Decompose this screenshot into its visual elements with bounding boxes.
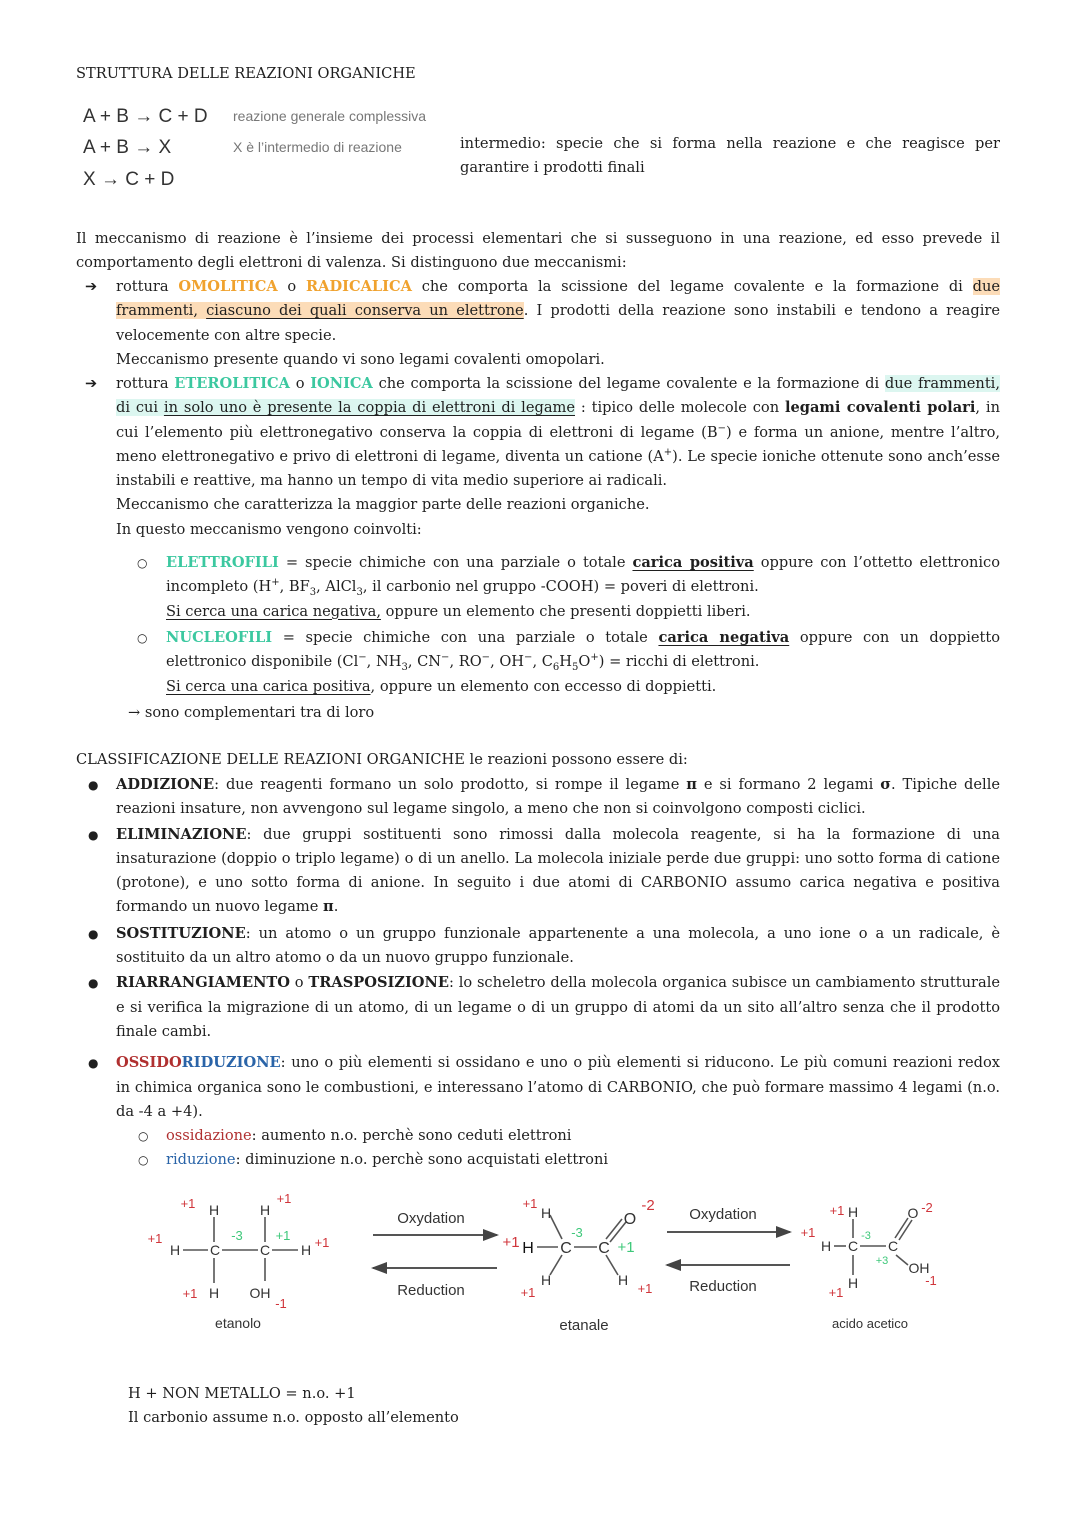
- svg-text:+1: +1: [617, 1239, 635, 1256]
- circle-bullet-icon: ○: [138, 1129, 149, 1144]
- redox-diagram: [0, 1185, 1080, 1340]
- svg-text:H: H: [300, 1242, 312, 1258]
- classification-list: [88, 773, 1000, 1173]
- svg-text:C: C: [598, 1240, 610, 1257]
- mechanism-homolytic: ➔ rottura OMOLITICA o RADICALICA che comporta la scissione del legame covalente e la formazione di due frammenti, ciascuno dei quali conserva un elettrone. I prodotti della reazione sono instabili e tendono a reagire velocemente con altre specie. Meccanismo presente quando vi sono legami covalenti omopolari.: [116, 275, 1000, 372]
- mechanism-note: Meccanismo che caratterizza la maggior parte delle reazioni organiche.: [116, 496, 650, 514]
- svg-text:H: H: [540, 1272, 552, 1288]
- mechanism-note: Meccanismo presente quando vi sono legami covalenti omopolari.: [116, 350, 605, 368]
- svg-text:+1: +1: [180, 1196, 196, 1211]
- sub-ossidazione: ○ ossidazione: aumento n.o. perchè sono ceduti elettroni: [166, 1124, 1000, 1148]
- svg-text:H: H: [847, 1204, 859, 1220]
- item-eliminazione: ● ELIMINAZIONE: due gruppi sostituenti sono rimossi dalla molecola reagente, si ha la formazione di una insaturazione (doppio o triplo legame) o di un anello. La molecola iniziale perde due gruppi: uno sotto forma di catione (protone), e uno sotto forma di anione. In seguito i due atomi di CARBONIO assumo carica negativa e positiva formando un nuovo legame π.: [116, 823, 1000, 920]
- molecule-label-etanolo: etanolo: [215, 1315, 261, 1331]
- elettrofili-item: ○ ELETTROFILI = specie chimiche con una parziale o totale carica positiva oppure con l’ottetto elettronico incompleto (H+, $BF_3$, AlCl$_3$, il carbonio nel gruppo -COOH) = poveri di elettroni. Si cerca una carica negativa, oppure un elemento che presenti doppietti liberi.: [166, 551, 1000, 624]
- equation-note-intermediate: X è l’intermedio di reazione: [233, 139, 402, 155]
- item-riarrangiamento: ● RIARRANGIAMENTO o TRASPOSIZIONE: lo scheletro della molecola organica subisce un cambiamento strutturale e si verifica la migrazione di un atomo, di un legame o di un gruppo di atomi da un sito all’altro senza che il prodotto finale cambi.: [116, 971, 1000, 1044]
- footer-note-2: Il carbonio assume n.o. opposto all’elemento: [128, 1409, 459, 1426]
- mechanism-heterolytic: ➔ rottura ETEROLITICA o IONICA che comporta la scissione del legame covalente e la formazione di due frammenti, di cui in solo uno è presente la coppia di elettroni di legame : tipico delle molecole con legami covalenti polari, in cui l’elemento più elettronegativo conserva la coppia di elettroni di legame (B−) e forma un anione, mentre l’altro, meno elettronegativo e privo di elettroni di legame, diventa un catione (A+). Le specie ioniche ottenute sono anch’esse instabili e reattive, ma hanno un tempo di vita medio superiore ai radicali. Meccanismo che caratterizza la maggior parte delle reazioni organiche. In questo meccanismo vengono coinvolti:: [116, 372, 1000, 542]
- term-eterolitica: ETEROLITICA: [174, 375, 290, 392]
- svg-text:H: H: [847, 1275, 859, 1291]
- circle-bullet-icon: ○: [138, 1153, 149, 1168]
- svg-text:H: H: [208, 1285, 220, 1301]
- svg-text:H: H: [617, 1272, 629, 1288]
- svg-text:C: C: [847, 1238, 859, 1254]
- svg-text:+1: +1: [502, 1234, 520, 1251]
- equation-step-1: A + B → X: [83, 137, 172, 158]
- svg-text:OH: OH: [908, 1260, 930, 1276]
- atoms: [170, 1202, 930, 1301]
- molecule-label-etanale: etanale: [559, 1317, 609, 1334]
- bullet-icon: ●: [88, 827, 99, 842]
- molecule-label-acido-acetico: acido acetico: [832, 1316, 908, 1331]
- svg-text:-3: -3: [231, 1228, 243, 1243]
- svg-text:-1: -1: [925, 1273, 937, 1288]
- classification-heading: CLASSIFICAZIONE DELLE REAZIONI ORGANICHE le reazioni possono essere di:: [76, 751, 688, 768]
- term-ionica: IONICA: [310, 375, 373, 392]
- svg-text:+1: +1: [829, 1203, 845, 1218]
- svg-text:+1: +1: [147, 1231, 163, 1246]
- svg-text:-3: -3: [861, 1230, 871, 1242]
- svg-text:-2: -2: [641, 1197, 655, 1214]
- item-addizione: ● ADDIZIONE: due reagenti formano un solo prodotto, si rompe il legame π e si formano 2 legami σ. Tipiche delle reazioni insature, non avvengono sul legame singolo, a meno che non si coinvolgono composti ciclici.: [116, 773, 1000, 822]
- complementari-note: → sono complementari tra di loro: [128, 704, 375, 721]
- mechanism-note: In questo meccanismo vengono coinvolti:: [116, 520, 422, 538]
- svg-text:H: H: [208, 1202, 220, 1218]
- svg-text:C: C: [209, 1242, 221, 1258]
- svg-text:+1: +1: [828, 1285, 844, 1300]
- svg-text:+1: +1: [522, 1196, 538, 1211]
- highlight: due frammenti,: [116, 278, 1000, 320]
- svg-text:+1: +1: [637, 1281, 653, 1296]
- reduction-label: Reduction: [397, 1282, 465, 1299]
- svg-text:H: H: [540, 1205, 552, 1221]
- highlight: due frammenti, di cui: [116, 375, 1000, 417]
- bullet-icon: ●: [88, 926, 99, 941]
- svg-text:+1: +1: [182, 1286, 198, 1301]
- page-title: STRUTTURA DELLE REAZIONI ORGANICHE: [76, 65, 416, 82]
- term-nucleofili: NUCLEOFILI: [166, 629, 273, 646]
- svg-text:H: H: [820, 1238, 832, 1254]
- arrow-bullet-icon: ➔: [85, 375, 98, 392]
- circle-bullet-icon: ○: [137, 556, 148, 570]
- nucleofili-item: ○ NUCLEOFILI = specie chimiche con una parziale o totale carica negativa oppure con un doppietto elettronico disponibile (Cl−, $NH_3$, CN−, RO−, OH−, $C_6H_5O^+$) = ricchi di elettroni. Si cerca una carica positiva, oppure un elemento con eccesso di doppietti.: [166, 626, 1000, 699]
- footer-note-1: H + NON METALLO = n.o. +1: [128, 1385, 356, 1402]
- circle-bullet-icon: ○: [137, 631, 148, 645]
- svg-text:-3: -3: [571, 1225, 583, 1240]
- bullet-icon: ●: [88, 1056, 99, 1071]
- item-sostituzione: ● SOSTITUZIONE: un atomo o un gruppo funzionale appartenente a una molecola, a uno ione o a un radicale, è sostituito da un altro atomo o da un nuovo gruppo funzionale.: [116, 922, 1000, 971]
- item-ossidoriduzione: ● OSSIDORIDUZIONE: uno o più elementi si ossidano e uno o più elementi si riducono. Le più comuni reazioni redox in chimica organica sono le combustioni, e interessano l’atomo di CARBONIO, che può formare massimo 4 legami (n.o. da -4 a +4).: [116, 1051, 1000, 1124]
- svg-text:+1: +1: [520, 1285, 536, 1300]
- svg-text:H: H: [169, 1242, 181, 1258]
- svg-text:-2: -2: [921, 1200, 933, 1215]
- arrow-bullet-icon: ➔: [85, 278, 98, 295]
- svg-text:+1: +1: [275, 1228, 291, 1243]
- intro-paragraph: Il meccanismo di reazione è l’insieme dei processi elementari che si susseguono in una reazione, ed esso prevede il comportamento degli elettroni di valenza. Si distinguono due meccanismi:: [76, 230, 1000, 272]
- highlight-underlined: in solo uno è presente la coppia di elettroni di legame: [163, 399, 575, 417]
- reduction-label: Reduction: [689, 1278, 757, 1295]
- svg-text:+1: +1: [276, 1191, 292, 1206]
- svg-text:+1: +1: [800, 1225, 816, 1240]
- term-elettrofili: ELETTROFILI: [166, 554, 279, 571]
- svg-text:C: C: [259, 1242, 271, 1258]
- equation-overall: A + B → C + D: [83, 106, 208, 127]
- svg-text:C: C: [560, 1240, 572, 1257]
- bullet-icon: ●: [88, 976, 99, 991]
- highlight-underlined: ciascuno dei quali conserva un elettrone: [206, 302, 524, 320]
- term-omolitica: OMOLITICA: [178, 278, 278, 295]
- svg-text:O: O: [907, 1205, 919, 1221]
- svg-text:O: O: [623, 1211, 637, 1228]
- intermedio-note: intermedio: specie che si forma nella reazione e che reagisce per garantire i prodotti finali: [460, 135, 1000, 177]
- svg-text:OH: OH: [249, 1285, 271, 1301]
- oxidation-label: Oxydation: [397, 1210, 465, 1227]
- svg-text:+3: +3: [875, 1255, 889, 1267]
- bullet-icon: ●: [88, 778, 99, 792]
- svg-text:C: C: [887, 1238, 899, 1254]
- term-radicalica: RADICALICA: [306, 278, 412, 295]
- sub-riduzione: ○ riduzione: diminuzione n.o. perchè sono acquistati elettroni: [166, 1148, 1000, 1172]
- svg-text:+1: +1: [314, 1235, 330, 1250]
- svg-text:-1: -1: [275, 1296, 287, 1311]
- equation-note-overall: reazione generale complessiva: [233, 108, 426, 124]
- oxidation-label: Oxydation: [689, 1206, 757, 1223]
- svg-text:H: H: [522, 1240, 534, 1257]
- equation-step-2: X → C + D: [83, 169, 175, 190]
- svg-text:H: H: [259, 1202, 271, 1218]
